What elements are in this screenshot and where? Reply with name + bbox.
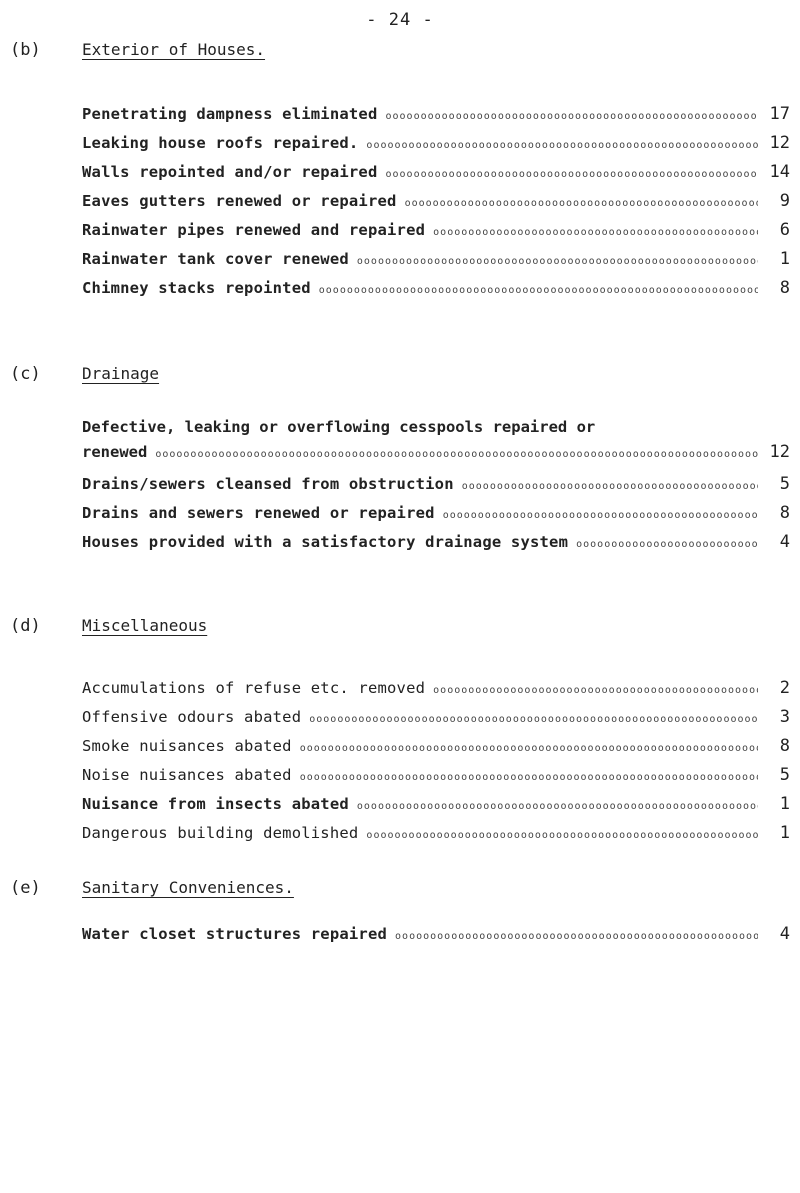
- item-label: Drains and sewers renewed or repaired: [82, 504, 435, 522]
- section-header: [10, 878, 790, 918]
- section-heading: Sanitary Conveniences.: [82, 878, 294, 897]
- page-number: - 24 -: [366, 10, 434, 30]
- item-label: Rainwater tank cover renewed: [82, 250, 349, 268]
- leader-dots: [395, 931, 758, 942]
- section-letter: (b): [10, 40, 41, 60]
- list-item: [82, 765, 790, 794]
- item-value: 8: [779, 736, 790, 756]
- leader-dots: [433, 685, 758, 696]
- item-label: Accumulations of refuse etc. removed: [82, 679, 426, 697]
- list-item: [82, 133, 790, 162]
- list-item: [82, 823, 790, 852]
- item-value: 4: [779, 924, 790, 944]
- item-value: 8: [779, 503, 790, 523]
- section-letter: (e): [10, 878, 41, 898]
- item-value: 1: [779, 249, 790, 269]
- leader-dots: [386, 111, 759, 122]
- leader-dots: [155, 449, 758, 460]
- item-label: Chimney stacks repointed: [82, 279, 311, 297]
- leader-dots: [366, 830, 758, 841]
- item-value: 17: [769, 104, 790, 124]
- item-label: Rainwater pipes renewed and repaired: [82, 221, 426, 239]
- list-item: [82, 249, 790, 278]
- item-value: 12: [769, 442, 790, 462]
- list-item: [82, 418, 790, 474]
- item-label: Water closet structures repaired: [82, 925, 388, 943]
- section-miscellaneous: [10, 616, 790, 852]
- item-label: Noise nuisances abated: [82, 766, 292, 784]
- item-value: 3: [779, 707, 790, 727]
- item-value: 9: [779, 191, 790, 211]
- item-label: Nuisance from insects abated: [82, 795, 349, 813]
- item-value: 2: [779, 678, 790, 698]
- item-label: Houses provided with a satisfactory drainage system: [82, 533, 569, 551]
- section-heading: Miscellaneous: [82, 616, 208, 635]
- item-value: 1: [779, 794, 790, 814]
- list-item: [82, 162, 790, 191]
- leader-dots: [300, 772, 758, 783]
- section-sanitary-conveniences: [10, 878, 790, 953]
- list-item: [82, 532, 790, 561]
- item-label: Leaking house roofs repaired.: [82, 134, 359, 152]
- item-value: 5: [779, 474, 790, 494]
- leader-dots: [433, 227, 758, 238]
- leader-dots: [319, 285, 758, 296]
- item-value: 12: [769, 133, 790, 153]
- list-item: [82, 678, 790, 707]
- list-item: [82, 924, 790, 953]
- item-value: 6: [779, 220, 790, 240]
- leader-dots: [300, 743, 758, 754]
- list-item: [82, 474, 790, 503]
- list-item: [82, 736, 790, 765]
- item-label-line2-row: [82, 442, 790, 474]
- leader-dots: [405, 198, 758, 209]
- item-label: Penetrating dampness eliminated: [82, 105, 378, 123]
- section-exterior-of-houses: [10, 40, 790, 307]
- list-item: [82, 104, 790, 133]
- item-value: 4: [779, 532, 790, 552]
- item-value: 14: [769, 162, 790, 182]
- item-label: Dangerous building demolished: [82, 824, 359, 842]
- list-item: [82, 503, 790, 532]
- leader-dots: [309, 714, 758, 725]
- leader-dots: [357, 256, 758, 267]
- item-label: Eaves gutters renewed or repaired: [82, 192, 397, 210]
- leader-dots: [443, 510, 758, 521]
- section-header: [10, 364, 790, 404]
- list-item: [82, 220, 790, 249]
- leader-dots: [462, 481, 758, 492]
- leader-dots: [386, 169, 759, 180]
- item-label: Drains/sewers cleansed from obstruction: [82, 475, 454, 493]
- item-value: 8: [779, 278, 790, 298]
- item-label: renewed: [82, 443, 148, 461]
- item-value: 1: [779, 823, 790, 843]
- section-letter: (c): [10, 364, 41, 384]
- item-label: Offensive odours abated: [82, 708, 302, 726]
- leader-dots: [576, 539, 758, 550]
- section-letter: (d): [10, 616, 41, 636]
- item-label: Smoke nuisances abated: [82, 737, 292, 755]
- list-item: [82, 794, 790, 823]
- item-value: 5: [779, 765, 790, 785]
- section-drainage: [10, 364, 790, 561]
- item-label: Walls repointed and/or repaired: [82, 163, 378, 181]
- section-header: [10, 40, 790, 80]
- list-item: [82, 278, 790, 307]
- leader-dots: [357, 801, 758, 812]
- list-item: [82, 707, 790, 736]
- item-label-line1: Defective, leaking or overflowing cesspools repaired or: [82, 418, 596, 436]
- section-heading: Exterior of Houses.: [82, 40, 266, 59]
- section-heading: Drainage: [82, 364, 160, 383]
- leader-dots: [366, 140, 758, 151]
- section-header: [10, 616, 790, 656]
- list-item: [82, 191, 790, 220]
